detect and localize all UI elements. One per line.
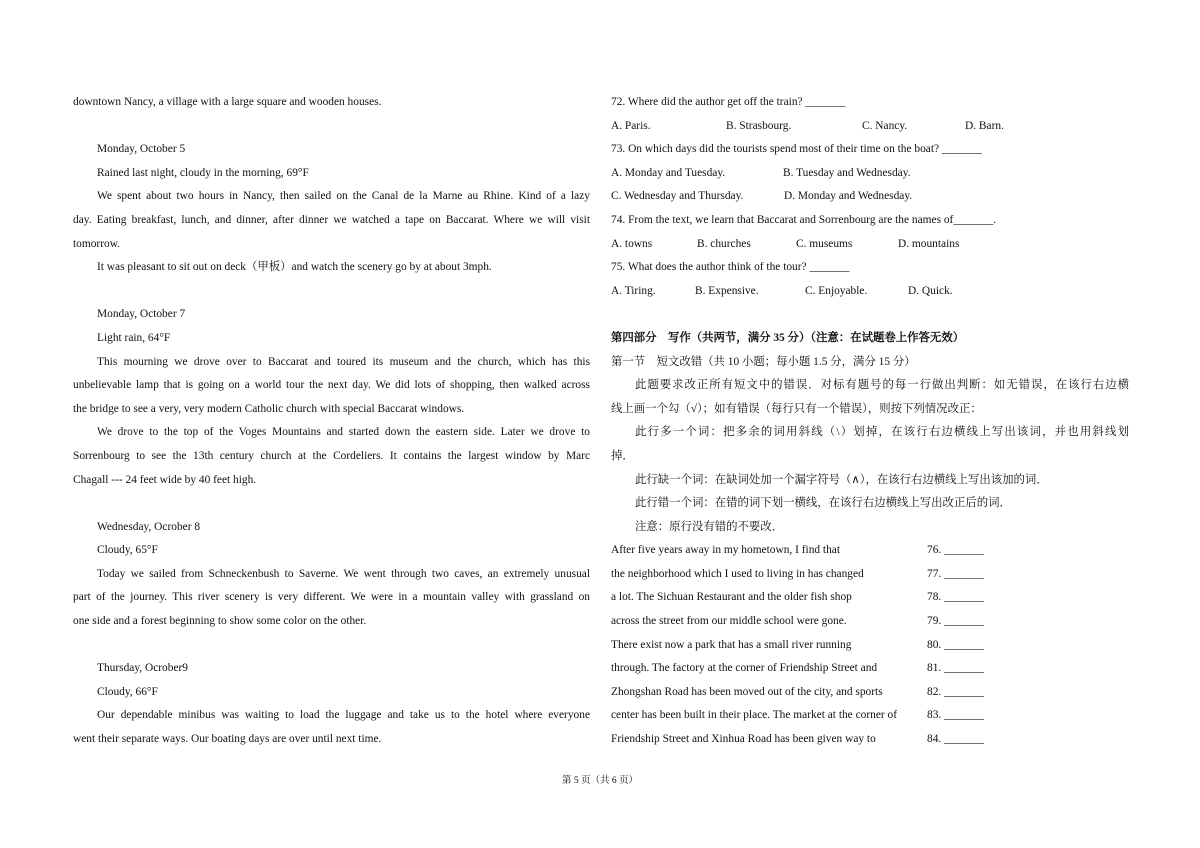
answer-blank: 80. _______ [927,638,984,651]
paragraph-line: We spent about two hours in Nancy, then sailed on the Canal de la Marne au Rhine. Kind of a lazy [97,190,590,203]
page-footer: 第 5 页（共 6 页） [561,776,638,786]
option: A. Tiring. [611,284,656,297]
paragraph-line: We drove to the top of the Voges Mountains and started down the eastern side. Later we drove to [97,426,590,439]
question-75-options [611,280,1129,304]
option: D. Monday and Wednesday. [784,190,913,203]
answer-blank: 76. _______ [927,544,984,557]
proofread-text: Friendship Street and Xinhua Road has been given way to [611,733,876,746]
proofread-text: the neighborhood which I used to living in has changed [611,567,864,580]
question-75: 75. What does the author think of the tour? _______ [611,261,850,274]
diary-date: Thursday, Ocrober9 [97,662,188,675]
proofread-text: a lot. The Sichuan Restaurant and the older fish shop [611,591,852,604]
question-74: 74. From the text, we learn that Baccarat and Sorrenbourg are the names of_______. [611,213,997,226]
paragraph-line: the bridge to see a very, very modern Catholic church with special Baccarat windows. [73,402,465,415]
option: B. Expensive. [695,284,759,297]
instruction-line: 注意：原行没有错的不要改． [635,520,784,533]
paragraph-line: tomorrow. [73,237,121,250]
proofread-text: Zhongshan Road has been moved out of the city, and sports [611,685,883,698]
diary-date: Monday, October 5 [97,143,186,156]
option: D. mountains [898,237,960,250]
instruction-line: 此行缺一个词：在缺词处加一个漏字符号（∧），在该行右边横线上写出该加的词． [635,473,1048,486]
question-74-options [611,233,1129,257]
question-72-options [611,115,1129,139]
instruction-line: 此行错一个词：在错的词下划一横线，在该行右边横线上写出改正后的词． [635,497,1011,510]
option: C. Enjoyable. [805,284,868,297]
proofread-text: across the street from our middle school were gone. [611,615,847,628]
option: B. Tuesday and Wednesday. [783,166,911,179]
right-column [611,91,1129,752]
diary-date: Monday, October 7 [97,308,186,321]
answer-blank: 82. _______ [927,685,984,698]
option: D. Barn. [965,119,1004,132]
instruction-line: 此行多一个词：把多余的词用斜线（\）划掉，在该行右边横线上写出该词，并也用斜线划 [635,426,1129,439]
option: A. Paris. [611,119,651,132]
proofread-text: center has been built in their place. The market at the corner of [611,709,898,722]
answer-blank: 81. _______ [927,662,984,675]
proofread-line [611,586,1129,610]
paragraph-line: Sorrenbourg to see the 13th century church at the Cordeliers. It contains the largest window by Marc [73,449,590,462]
paragraph-line: unbelievable lamp that is going on a world tour the next day. We did lots of shopping, then walked across [73,379,590,392]
instruction-line: 线上画一个勾（√）；如有错误（每行只有一个错误），则按下列情况改正： [611,402,982,415]
question-72: 72. Where did the author get off the train? _______ [611,96,846,108]
part4-heading: 第四部分 写作（共两节，满分 35 分）（注意：在试题卷上作答无效） [611,331,965,344]
proofread-text: There exist now a park that has a small river running [611,638,852,651]
paragraph-line: one side and a forest beginning to show some color on the other. [73,615,367,628]
left-column [73,91,590,752]
paragraph-line: Chagall --- 24 feet wide by 40 feet high. [73,473,257,486]
option: C. Wednesday and Thursday. [611,190,744,203]
proofread-line [611,657,1129,681]
instruction-line: 此题要求改正所有短文中的错误．对标有题号的每一行做出判断：如无错误，在该行右边横 [635,379,1129,392]
proofread-text: After five years away in my hometown, I find that [611,544,841,557]
proofread-line [611,610,1129,634]
diary-weather: Cloudy, 66°F [97,685,158,698]
question-73-options [611,185,1129,209]
option: B. churches [697,237,751,250]
diary-weather: Cloudy, 65°F [97,544,158,557]
paragraph-line: downtown Nancy, a village with a large square and wooden houses. [73,96,382,108]
option: C. museums [796,237,853,250]
answer-blank: 77. _______ [927,567,984,580]
option: C. Nancy. [862,119,908,132]
diary-weather: Light rain, 64°F [97,331,171,344]
proofread-line [611,728,1129,752]
proofread-line [611,563,1129,587]
paragraph-line: It was pleasant to sit out on deck（甲板）and watch the scenery go by at about 3mph. [97,261,492,274]
diary-date: Wednesday, Ocrober 8 [97,520,201,533]
paragraph-line: went their separate ways. Our boating days are over until next time. [73,733,382,746]
proofread-line [611,634,1129,658]
paragraph-line: day. Eating breakfast, lunch, and dinner, after dinner we watched a tape on Baccarat. Where we will visit [73,213,590,226]
diary-weather: Rained last night, cloudy in the morning, 69°F [97,166,309,179]
paragraph-line: This mourning we drove over to Baccarat and toured its museum and the church, which has this [97,355,590,368]
paragraph-line: Our dependable minibus was waiting to load the luggage and take us to the hotel where everyone [97,709,590,722]
question-73: 73. On which days did the tourists spend most of their time on the boat? _______ [611,143,982,156]
answer-blank: 78. _______ [927,591,984,604]
paragraph-line: Today we sailed from Schneckenbush to Saverne. We went through two caves, an extremely unusual [97,567,590,580]
option: A. Monday and Tuesday. [611,166,726,179]
option: D. Quick. [908,284,953,297]
paragraph-line: part of the journey. This river scenery is very different. We were in a mountain valley with grassland on [73,591,590,604]
proofread-line [611,681,1129,705]
instruction-line: 掉． [611,449,634,462]
answer-blank: 79. _______ [927,615,984,628]
section1-heading: 第一节 短文改错（共 10 小题；每小题 1.5 分，满分 15 分） [611,355,916,368]
question-73-options [611,162,1129,186]
answer-blank: 83. _______ [927,709,984,722]
proofread-line [611,539,1129,563]
answer-blank: 84. _______ [927,733,984,746]
proofread-line [611,704,1129,728]
proofread-text: through. The factory at the corner of Friendship Street and [611,662,878,675]
option: B. Strasbourg. [726,119,792,132]
option: A. towns [611,237,653,250]
